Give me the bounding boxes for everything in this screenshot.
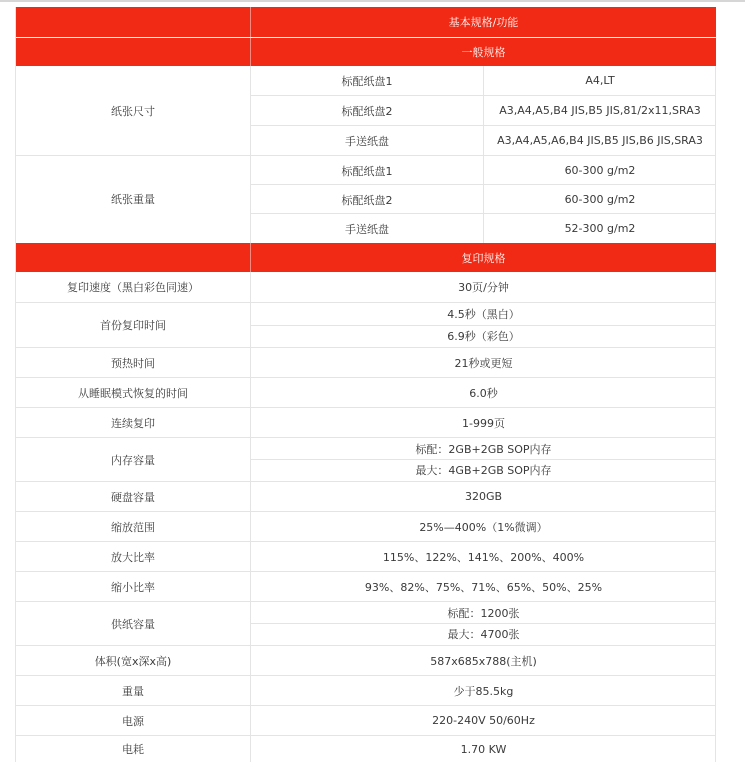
copy-spec-row [16, 736, 716, 762]
copy-spec-row [16, 512, 716, 541]
grid-line [16, 377, 716, 378]
spec-value: 标配：1200张 [447, 606, 520, 620]
paper-block [16, 66, 716, 243]
paper-size-value: A3,A4,A5,A6,B4 JIS,B5 JIS,B6 JIS,SRA3 [497, 134, 703, 147]
grid-line [16, 705, 716, 706]
paper-weight-label: 纸张重量 [111, 193, 155, 206]
copy-spec-row [16, 706, 716, 735]
spec-label: 供纸容量 [111, 617, 155, 631]
spec-value: 93%、82%、75%、71%、65%、50%、25% [364, 580, 603, 594]
spec-value: 6.0秒 [469, 386, 498, 400]
spec-value: 4.5秒（黑白） [447, 308, 520, 321]
copy-spec-row [16, 348, 716, 377]
grid-line [16, 675, 716, 676]
spec-label: 硬盘容量 [111, 490, 155, 504]
spec-value: 最大：4700张 [447, 628, 520, 641]
spec-value: 115%、122%、141%、200%、400% [382, 550, 585, 564]
spec-value: 最大：4GB+2GB SOP内存 [415, 464, 552, 477]
grid-line [251, 325, 716, 326]
grid-line [251, 213, 716, 214]
title-row [16, 7, 716, 37]
paper-size-value: A4,LT [585, 74, 615, 87]
spec-value: 21秒或更短 [454, 356, 513, 370]
paper-weight-source: 手送纸盘 [345, 222, 389, 236]
grid-line [16, 601, 716, 602]
paper-size-source: 手送纸盘 [345, 134, 389, 148]
copy-spec-row [16, 378, 716, 407]
copy-spec-row [16, 676, 716, 705]
grid-line [16, 541, 716, 542]
spec-label: 连续复印 [111, 416, 155, 430]
copy-spec-row [16, 408, 716, 437]
spec-label: 放大比率 [111, 550, 155, 564]
spec-value: 220-240V 50/60Hz [432, 714, 535, 727]
spec-value: 1-999页 [462, 416, 505, 430]
paper-size-source: 标配纸盘1 [341, 74, 393, 88]
general-specs-title: 一般规格 [461, 46, 506, 59]
title-row-left-cell [16, 7, 250, 37]
paper-weight-source: 标配纸盘2 [341, 193, 393, 207]
spec-label: 从睡眠模式恢复的时间 [78, 386, 188, 400]
spec-label: 重量 [122, 684, 144, 698]
grid-line [16, 645, 716, 646]
grid-line [251, 623, 716, 624]
spec-value: 587x685x788(主机) [430, 654, 537, 668]
spec-title: 基本规格/功能 [448, 16, 519, 29]
spec-value: 320GB [464, 490, 503, 503]
copy-spec-row [16, 542, 716, 571]
paper-size-label: 纸张尺寸 [111, 104, 155, 118]
spec-value: 少于85.5kg [453, 684, 514, 698]
grid-line [16, 511, 716, 512]
grid-line [16, 571, 716, 572]
spec-value: 6.9秒（彩色） [447, 330, 520, 343]
spec-label: 首份复印时间 [100, 319, 166, 332]
spec-label: 电耗 [122, 743, 144, 756]
top-divider [0, 0, 745, 2]
spec-label: 内存容量 [111, 453, 155, 467]
grid-line [251, 125, 716, 126]
copy-spec-row [16, 482, 716, 511]
grid-line [251, 459, 716, 460]
copy-spec-row [16, 572, 716, 601]
copy-spec-row [16, 272, 716, 302]
spec-value: 1.70 KW [460, 742, 507, 756]
grid-line [16, 155, 716, 156]
paper-weight-value: 60-300 g/m2 [564, 193, 636, 206]
grid-line [16, 437, 716, 438]
paper-size-value: A3,A4,A5,B4 JIS,B5 JIS,81/2x11,SRA3 [499, 104, 701, 117]
paper-weight-value: 52-300 g/m2 [564, 222, 636, 235]
spec-label: 预热时间 [111, 356, 155, 370]
grid-line [251, 95, 716, 96]
spec-label: 体积(宽x深x高) [94, 654, 172, 668]
grid-line [16, 735, 716, 736]
grid-line [251, 184, 716, 185]
grid-line [16, 347, 716, 348]
spec-label: 电源 [122, 714, 144, 728]
grid-line [16, 481, 716, 482]
copy-specs-header [16, 243, 716, 272]
spec-label: 复印速度（黑白彩色同速） [67, 281, 199, 294]
spec-label: 缩小比率 [111, 580, 155, 594]
copy-specs-title: 复印规格 [461, 251, 506, 265]
grid-line [16, 302, 716, 303]
spec-value: 30页/分钟 [458, 281, 509, 294]
grid-line [250, 272, 251, 762]
spec-table [15, 7, 716, 762]
general-specs-header [16, 38, 716, 66]
paper-weight-value: 60-300 g/m2 [564, 164, 636, 177]
paper-size-source: 标配纸盘2 [341, 104, 393, 118]
spec-value: 25%—400%（1%微调） [419, 520, 548, 534]
spec-value: 标配：2GB+2GB SOP内存 [415, 442, 552, 456]
paper-weight-source: 标配纸盘1 [341, 164, 393, 178]
spec-label: 缩放范围 [111, 520, 155, 534]
grid-line [16, 407, 716, 408]
copy-spec-row [16, 646, 716, 675]
